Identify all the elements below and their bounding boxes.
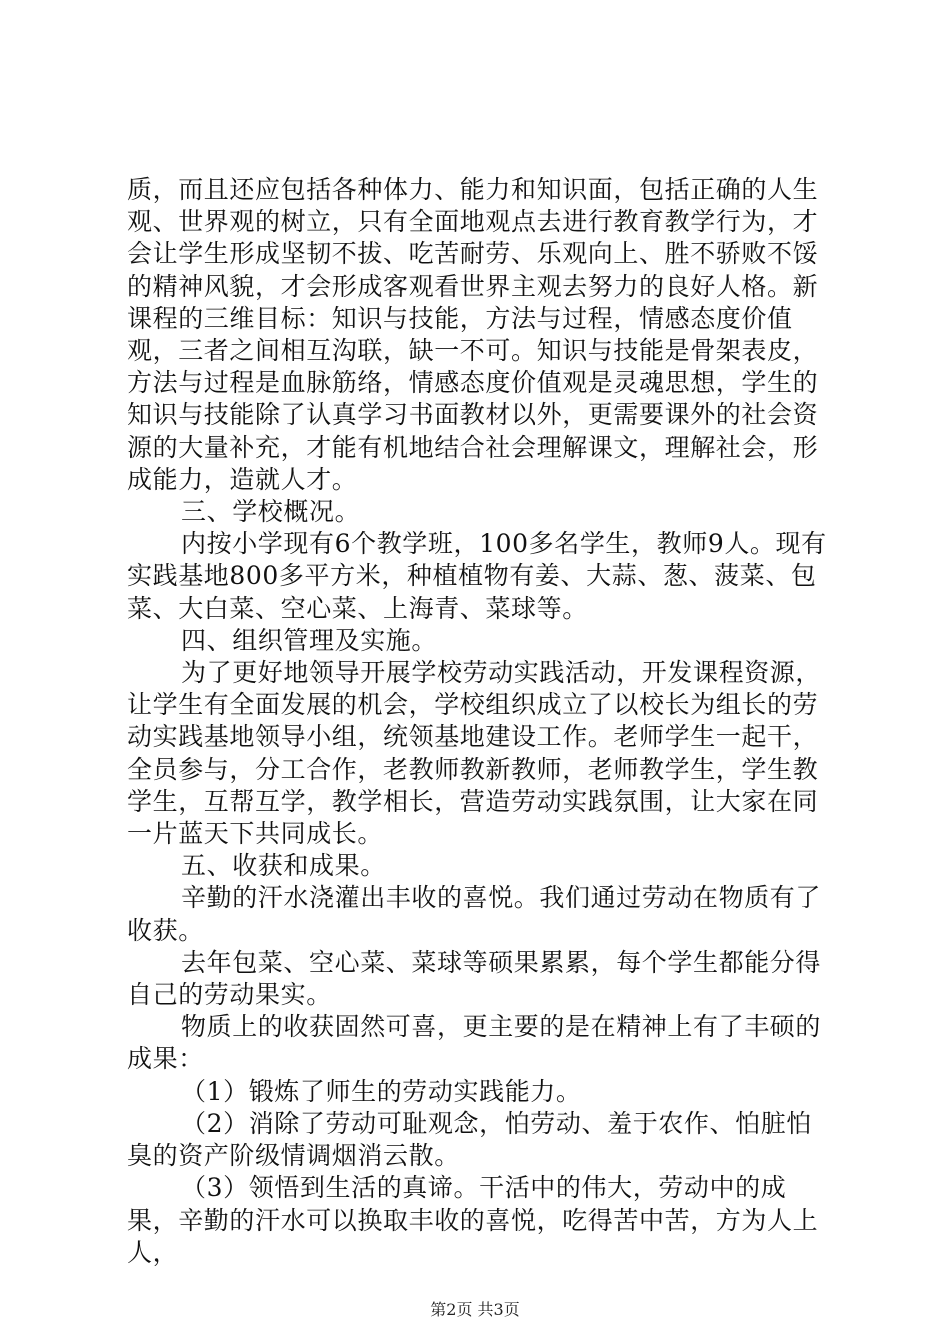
list-item: （2）消除了劳动可耻观念，怕劳动、羞于农作、怕脏怕臭的资产阶级情调烟消云散。 — [127, 1108, 812, 1171]
paragraph: 去年包菜、空心菜、菜球等硕果累累，每个学生都能分得自己的劳动果实。 — [127, 947, 822, 1010]
section-heading: 五、收获和成果。 — [181, 851, 386, 881]
paragraph: 为了更好地领导开展学校劳动实践活动，开发课程资源，让学生有全面发展的机会，学校组织成立了以校长为组长的劳动实践基地领导小组，统领基地建设工作。老师学生一起干，全员参与，分工合作，老教师教新教师，老师教学生，学生教学生，互帮互学，教学相长，营造劳动实践氛围，让大家在同一片蓝天下共同成长。 — [127, 658, 822, 849]
paragraph: 物质上的收获固然可喜，更主要的是在精神上有了丰硕的成果： — [127, 1012, 822, 1074]
section-heading: 四、组织管理及实施。 — [181, 625, 438, 655]
paragraph: 辛勤的汗水浇灌出丰收的喜悦。我们通过劳动在物质有了收获。 — [127, 883, 822, 945]
section-heading: 三、学校概况。 — [181, 497, 361, 527]
paragraph: 质，而且还应包括各种体力、能力和知识面，包括正确的人生观、世界观的树立，只有全面地观点去进行教育教学行为，才会让学生形成坚韧不拔、吃苦耐劳、乐观向上、胜不骄败不馁的精神风貌，才会形成客观看世界主观去努力的良好人格。新课程的三维目标：知识与技能，方法与过程，情感态度价值观，三者之间相互沟联，缺一不可。知识与技能是骨架表皮，方法与过程是血脉筋络，情感态度价值观是灵魂思想，学生的知识与技能除了认真学习书面教材以外，更需要课外的社会资源的大量补充，才能有机地结合社会理解课文，理解社会，形成能力，造就人才。 — [127, 175, 819, 494]
paragraph: 内按小学现有6个教学班，100多名学生，教师9人。现有实践基地800多平方米，种植植物有姜、大蒜、葱、菠菜、包菜、大白菜、空心菜、上海青、菜球等。 — [127, 529, 827, 623]
list-item: （3）领悟到生活的真谛。干活中的伟大，劳动中的成果，辛勤的汗水可以换取丰收的喜悦，吃得苦中苦，方为人上人， — [127, 1173, 819, 1267]
list-item: （1）锻炼了师生的劳动实践能力。 — [181, 1076, 582, 1106]
body-text — [127, 174, 837, 1269]
page-footer: 第2页 共3页 — [430, 1300, 520, 1319]
